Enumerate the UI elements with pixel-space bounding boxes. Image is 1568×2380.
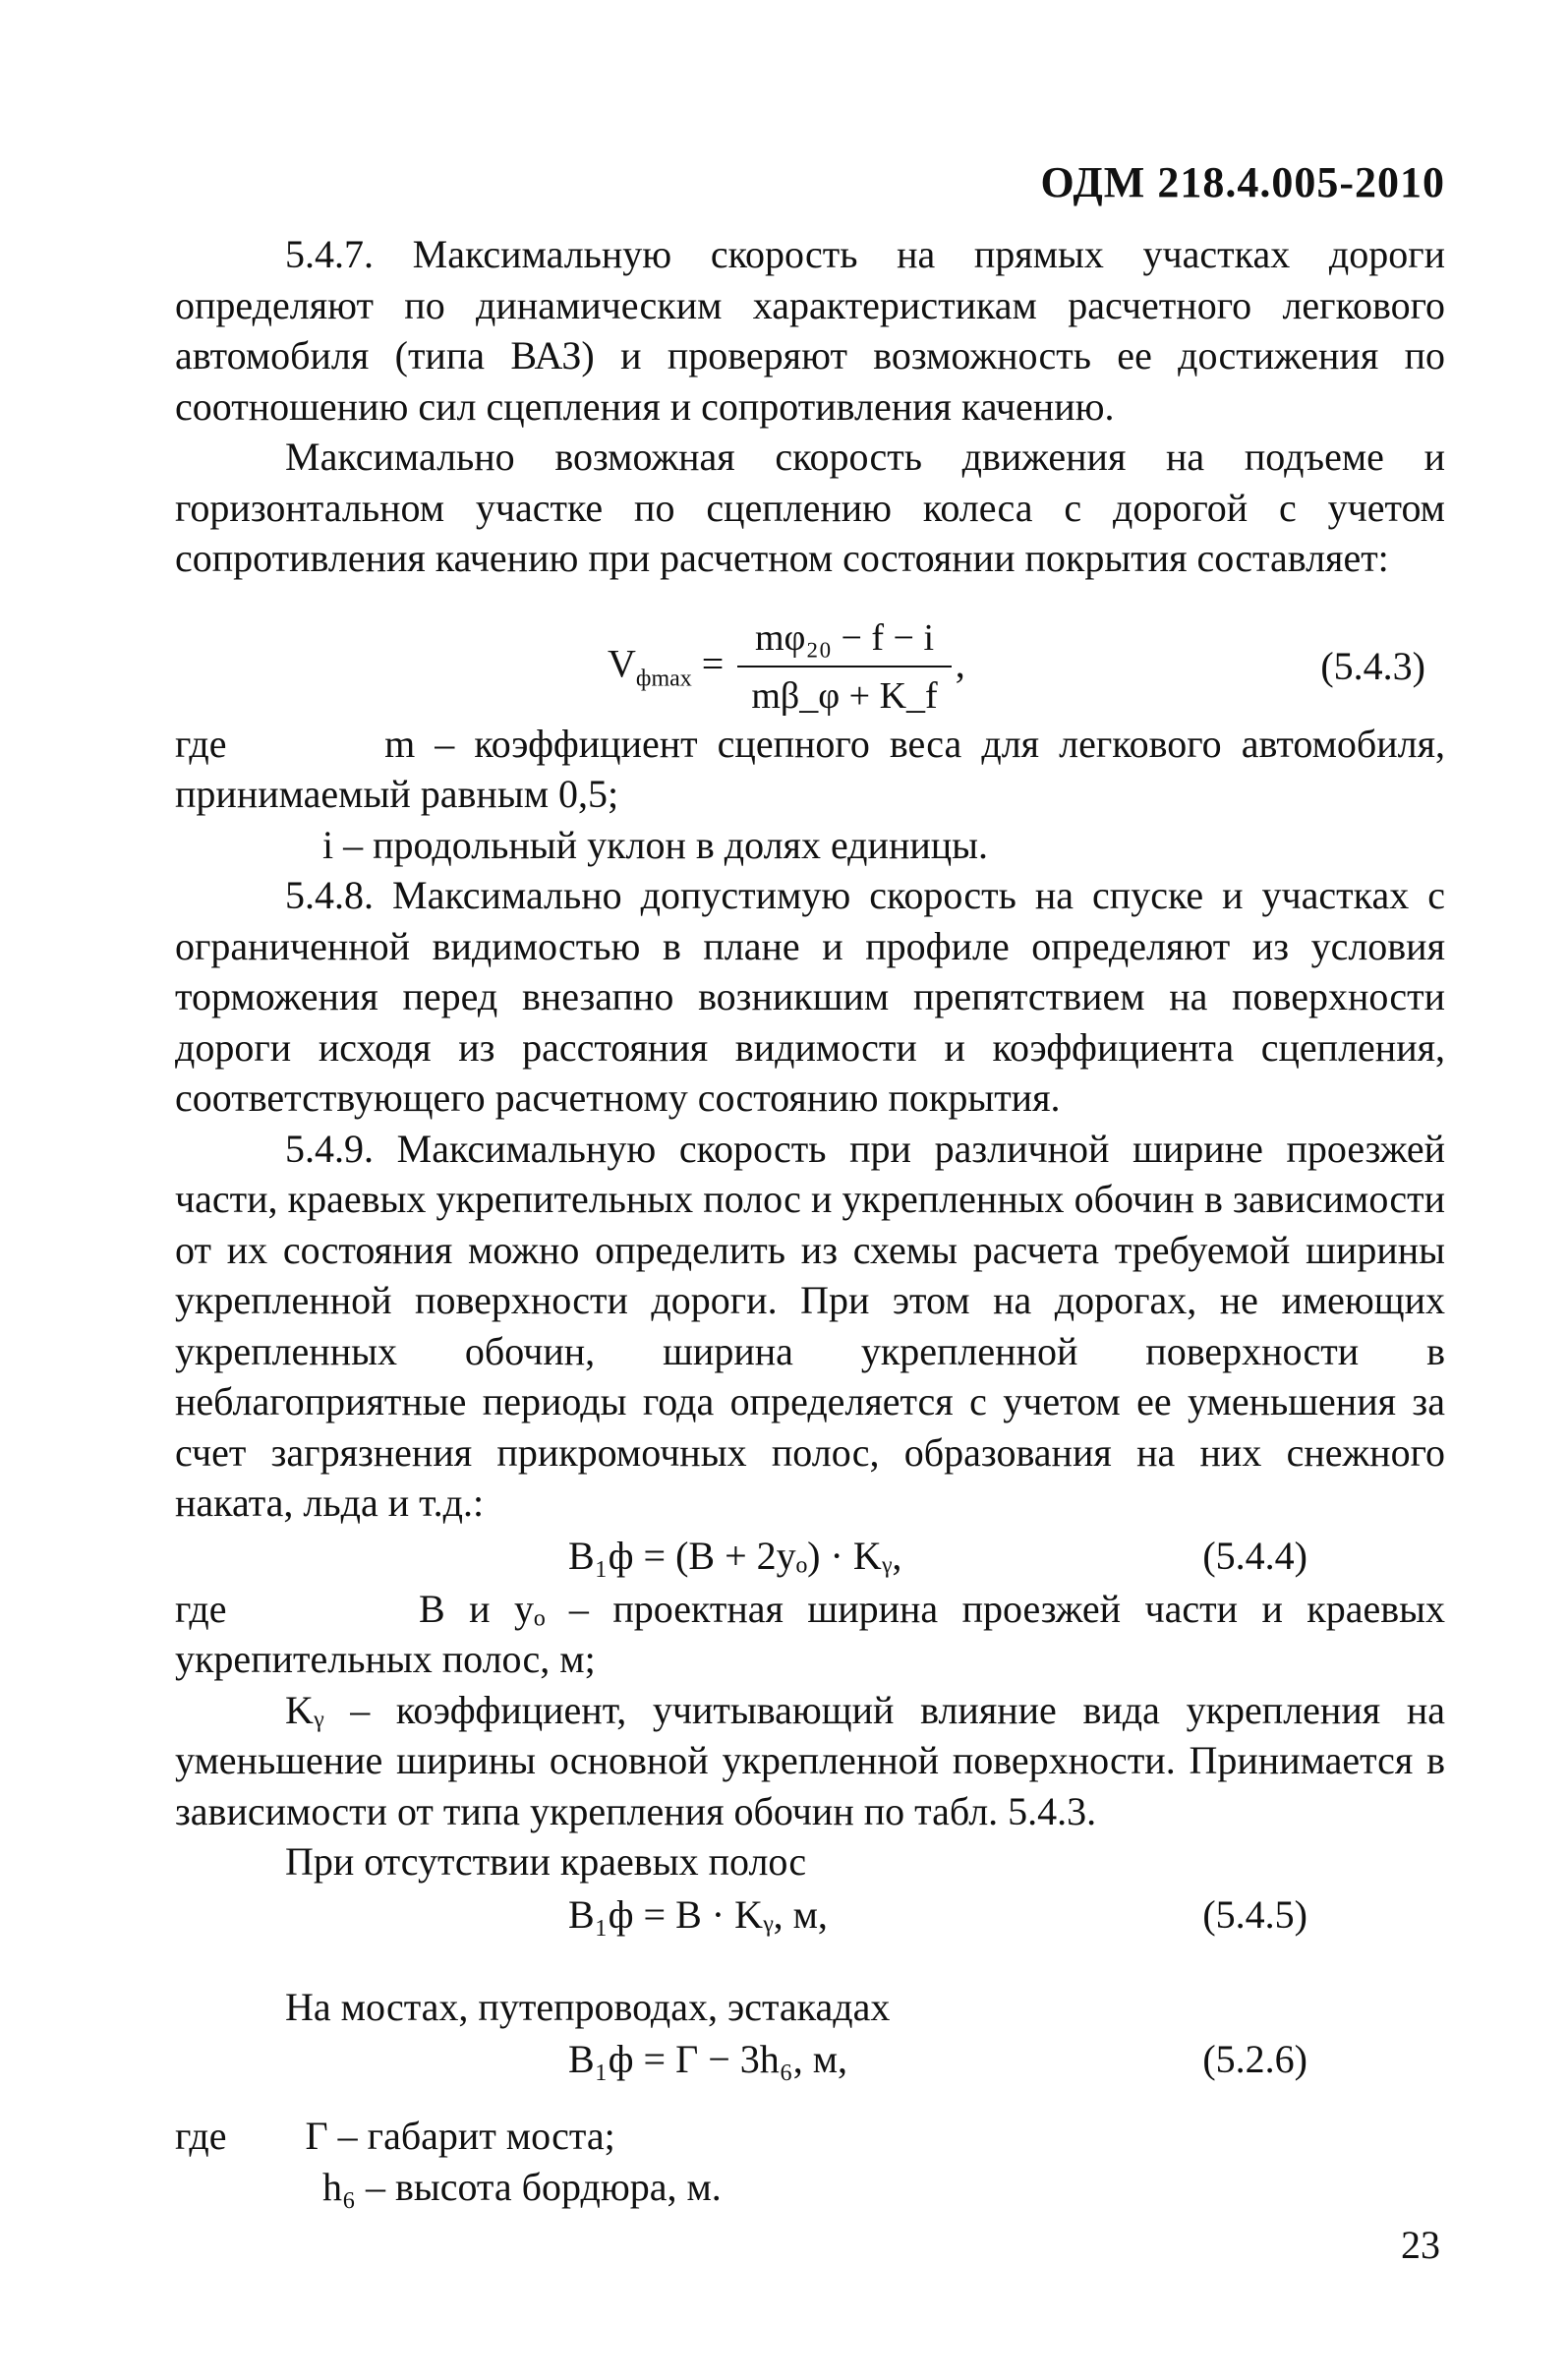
formula-5-4-5 <box>175 1889 1445 1941</box>
formula-numerator: mφ₂₀ − f − i <box>737 613 951 668</box>
formula-5-2-6-number: (5.2.6) <box>1202 2037 1307 2081</box>
bridges-label: На мостах, путепроводах, эстакадах <box>285 1984 891 2029</box>
formula-5-4-4-text: B₁ф = (B + 2yₒ) · Kᵧ, <box>568 1533 902 1578</box>
formula-lhs-sub: фmax <box>635 666 692 692</box>
formula-5-4-5-text: B₁ф = B · Kᵧ, м, <box>568 1891 828 1937</box>
formula-trail: , <box>955 641 965 686</box>
formula-denominator: mβ_φ + K_f <box>751 675 938 717</box>
where-label: где <box>175 1586 227 1631</box>
page-number: 23 <box>1401 2223 1440 2267</box>
where-b-definition: где B и yₒ – проектная ширина проезжей части и краевых укрепительных полос, м; <box>175 1586 1446 1681</box>
formula-5-4-4-number: (5.4.4) <box>1202 1533 1307 1578</box>
formula-5-2-6-text: B₁ф = Г − 3h₆, м, <box>568 2037 848 2081</box>
where-label: где <box>175 2114 227 2158</box>
no-edge-strips-label: При отсутствии краевых полос <box>285 1839 807 1884</box>
where-k-definition: Kᵧ – коэффициент, учитывающий влияние вида укрепления на уменьшение ширины основной укрепленной поверхности. Принимается в зависимости от типа укрепления обочин по табл. 5.4.3. <box>175 1687 1445 1833</box>
paragraph-max-speed: Максимально возможная скорость движения на подъеме и горизонтальном участке по сцеплению колеса с дорогой с учетом сопротивления качению при расчетном состоянии покрытия составляет: <box>175 435 1445 580</box>
formula-5-4-5-number: (5.4.5) <box>1202 1891 1307 1937</box>
where-m-definition: где m – коэффициент сцепного веса для легкового автомобиля, принимаемый равным 0,5; <box>175 721 1446 816</box>
formula-5-2-6 <box>175 2034 1445 2085</box>
main-text <box>175 229 1445 2212</box>
formula-5-4-3 <box>175 592 1445 715</box>
formula-fraction <box>737 613 951 723</box>
where-g-definition: где Г – габарит моста; <box>175 2114 615 2158</box>
paragraph-5-4-9: 5.4.9. Максимальную скорость при различной ширине проезжей части, краевых укрепительных полос и укрепленных обочин в зависимости от их состояния можно определить из схемы расчета требуемой ширины укрепленной поверхности дороги. При этом на дорогах, не имеющих укрепленных обочин, ширина укрепленной поверхности в неблагоприятные периоды года определяется с учетом ее уменьшения за счет загрязнения прикромочных полос, образования на них снежного наката, льда и т.д.: <box>175 1126 1445 1525</box>
where-label: где <box>175 721 227 766</box>
paragraph-5-4-7: 5.4.7. Максимальную скорость на прямых участках дороги определяют по динамическим характеристикам расчетного легкового автомобиля (типа ВАЗ) и проверяют возможность ее достижения по соотношению сил сцепления и сопротивления качению. <box>175 232 1445 429</box>
paragraph-5-4-8: 5.4.8. Максимально допустимую скорость на спуске и участках с ограниченной видимостью в плане и профиле определяют из условия торможения перед внезапно возникшим препятствием на поверхности дороги исходя из расстояния видимости и коэффициента сцепления, соответствующего расчетному состоянию покрытия. <box>175 873 1445 1120</box>
where-h-definition: h₆ – высота бордюра, м. <box>322 2164 722 2209</box>
formula-equals: = <box>701 641 725 686</box>
formula-5-4-4 <box>175 1531 1445 1582</box>
where-i-definition: i – продольный уклон в долях единицы. <box>322 822 989 867</box>
formula-lhs: V <box>608 641 636 686</box>
document-code: ОДМ 218.4.005-2010 <box>1040 158 1445 206</box>
formula-number: (5.4.3) <box>1320 643 1425 688</box>
